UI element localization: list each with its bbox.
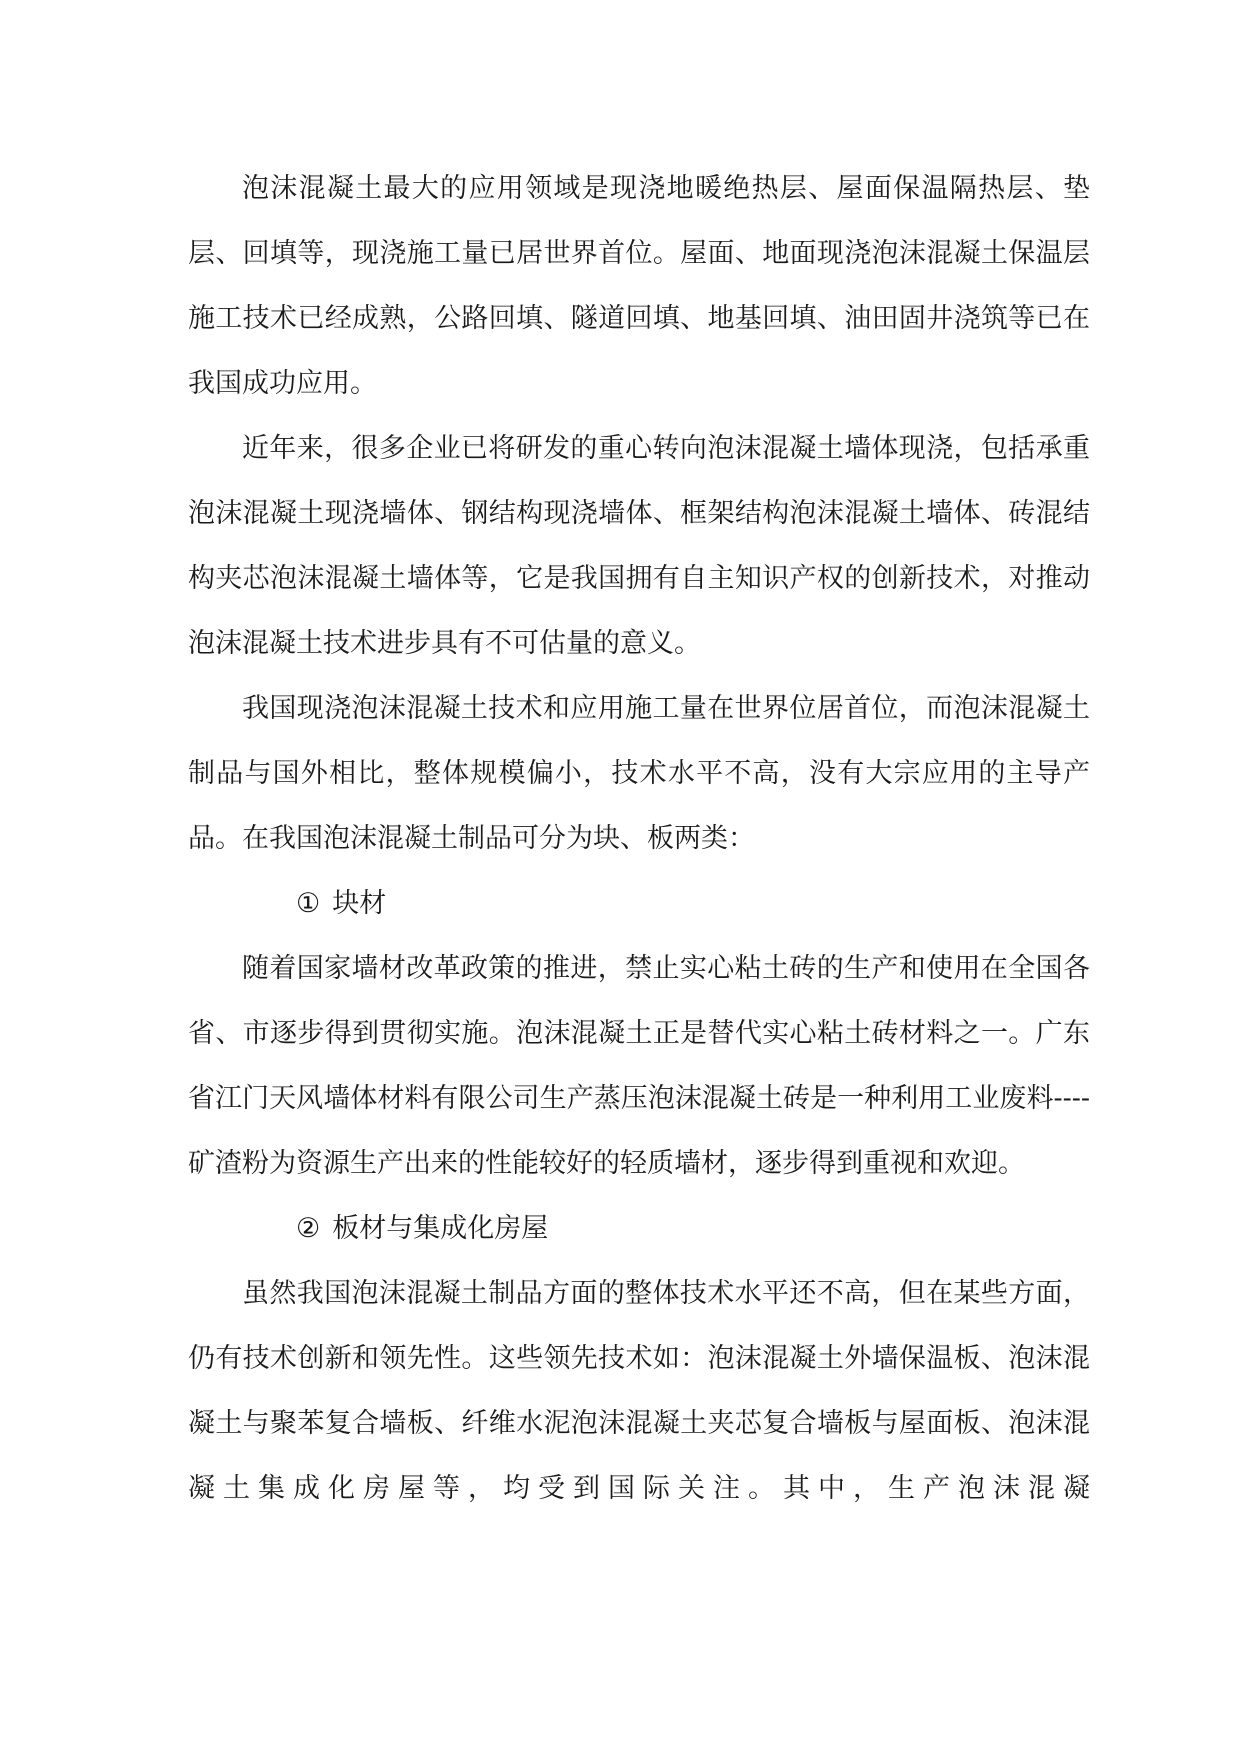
paragraph-blocks: 随着国家墙材改革政策的推进，禁止实心粘土砖的生产和使用在全国各省、市逐步得到贯彻实施。泡沫混凝土正是替代实心粘土砖材料之一。广东省江门天风墙体材料有限公司生产蒸压泡沫混凝土砖是一种利用工业废料----矿渣粉为资源生产出来的性能较好的轻质墙材，逐步得到重视和欢迎。 (188, 953, 1090, 1179)
document-body (188, 156, 1090, 1521)
section-title-panels: 板材与集成化房屋 (332, 1213, 549, 1244)
section-heading-blocks (188, 871, 1090, 936)
paragraph-panels: 虽然我国泡沫混凝土制品方面的整体技术水平还不高，但在某些方面，仍有技术创新和领先性。这些领先技术如：泡沫混凝土外墙保温板、泡沫混凝土与聚苯复合墙板、纤维水泥泡沫混凝土夹芯复合墙板与屋面板、泡沫混凝土集成化房屋等，均受到国际关注。其中，生产泡沫混凝 (188, 1278, 1090, 1504)
section-number-1: ① (296, 888, 321, 919)
section-title-blocks: 块材 (332, 888, 387, 919)
paragraph-products-overview: 我国现浇泡沫混凝土技术和应用施工量在世界位居首位，而泡沫混凝土制品与国外相比，整体规模偏小，技术水平不高，没有大宗应用的主导产品。在我国泡沫混凝土制品可分为块、板两类： (188, 693, 1090, 854)
paragraph-cast-in-place-applications: 泡沫混凝土最大的应用领域是现浇地暖绝热层、屋面保温隔热层、垫层、回填等，现浇施工量已居世界首位。屋面、地面现浇泡沫混凝土保温层施工技术已经成熟，公路回填、隧道回填、地基回填、油田固井浇筑等已在我国成功应用。 (188, 173, 1090, 399)
section-heading-panels (188, 1196, 1090, 1261)
paragraph-wall-casting: 近年来，很多企业已将研发的重心转向泡沫混凝土墙体现浇，包括承重泡沫混凝土现浇墙体、钢结构现浇墙体、框架结构泡沫混凝土墙体、砖混结构夹芯泡沫混凝土墙体等，它是我国拥有自主知识产权的创新技术，对推动泡沫混凝土技术进步具有不可估量的意义。 (188, 433, 1090, 659)
section-number-2: ② (296, 1213, 321, 1244)
